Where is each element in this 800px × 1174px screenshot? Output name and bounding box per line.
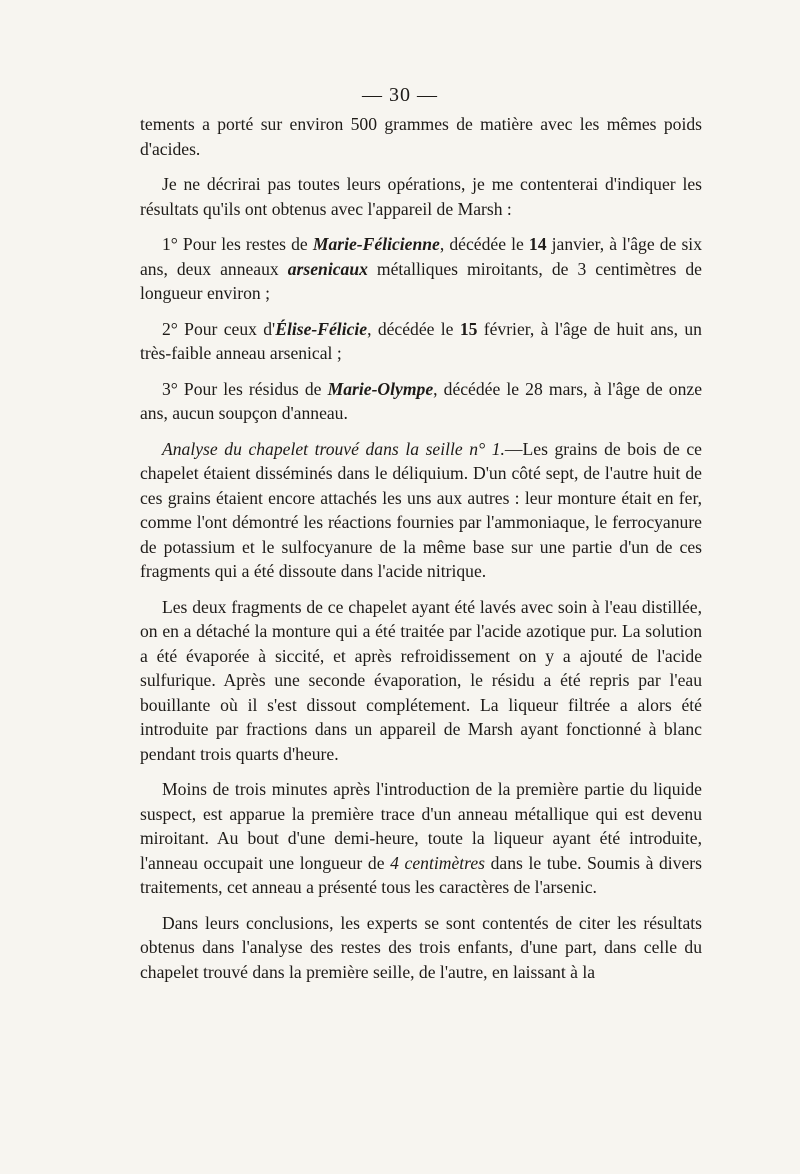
text-segment: dans le tube. Soumis à divers traitements, cet anneau a présenté tous les caractères de l'arsenic. bbox=[140, 852, 702, 897]
text-segment: Marie-Félicienne bbox=[312, 234, 440, 254]
text-segment: tements a porté sur environ 500 grammes de matière avec les mêmes poids d'acides. bbox=[140, 114, 702, 159]
text-segment: 2° Pour ceux d' bbox=[162, 318, 276, 339]
body-text bbox=[140, 112, 702, 995]
text-segment: , décédée le 28 mars, à l'âge de onze ans, aucun soupçon d'anneau. bbox=[140, 378, 702, 423]
text-segment: Les deux fragments de ce chapelet ayant été lavés avec soin à l'eau distillée, on en a détaché la monture qui a été traitée par l'acide azotique pur. La solution a été évaporée à siccité, et après refroidissement on y a ajouté de l'acide sulfurique. Après une seconde évaporation, le résidu a été repris par l'eau bouillante où il s'est dissout complétement. La liqueur filtrée a alors été introduite par fractions dans un appareil de Marsh ayant fonctionné à blanc pendant trois quarts d'heure. bbox=[140, 596, 702, 764]
text-segment: , décédée le bbox=[367, 318, 460, 339]
text-segment: 15 bbox=[459, 318, 478, 339]
text-segment: Moins de trois minutes après l'introduction de la première partie du liquide suspect, est apparue la première trace d'un anneau métallique qui est devenu miroitant. Au bout d'une demi-heure, toute la liqueur ayant été introduite, l'anneau occupait une longueur de bbox=[140, 779, 702, 873]
paragraph bbox=[140, 317, 702, 366]
page-number: — 30 — bbox=[362, 84, 438, 106]
text-segment: Marie-Olympe bbox=[327, 378, 434, 399]
paragraph bbox=[140, 437, 702, 584]
text-segment: 1° Pour les restes de bbox=[162, 234, 313, 254]
text-segment: janvier, à l'âge de six ans, deux anneaux bbox=[140, 234, 702, 279]
paragraph bbox=[140, 911, 702, 985]
paragraph bbox=[140, 112, 702, 161]
text-segment: arsenicaux bbox=[287, 258, 368, 279]
text-segment: février, à l'âge de huit ans, un très-faible anneau arsenical ; bbox=[140, 318, 702, 363]
paragraph bbox=[140, 172, 702, 221]
paragraph bbox=[140, 777, 702, 900]
paragraph bbox=[140, 595, 702, 767]
text-segment: 4 centimètres bbox=[390, 852, 486, 873]
paragraph bbox=[140, 377, 702, 426]
text-segment: , décédée le bbox=[439, 234, 529, 254]
text-segment: —Les grains de bois de ce chapelet étaient disséminés dans le déliquium. D'un côté sept, de l'autre huit de ces grains étaient encore attachés les uns aux autres : leur monture était en fer, comme l'ont démontré les réactions fournies par l'ammoniaque, le ferrocyanure de potassium et le sulfocyanure de la même base sur une partie d'un de ces fragments qui a été dissoute dans l'acide nitrique. bbox=[140, 438, 702, 581]
text-segment: 14 bbox=[528, 234, 547, 254]
paragraph bbox=[140, 232, 702, 306]
text-segment: Analyse du chapelet trouvé dans la seille n° 1. bbox=[162, 438, 505, 459]
text-segment: 3° Pour les résidus de bbox=[162, 378, 328, 399]
text-segment: Élise-Félicie bbox=[275, 318, 368, 339]
text-segment: Dans leurs conclusions, les experts se sont contentés de citer les résultats obtenus dans l'analyse des restes des trois enfants, d'une part, dans celle du chapelet trouvé dans la première seille, de l'autre, en laissant à la bbox=[140, 912, 702, 982]
text-segment: Je ne décrirai pas toutes leurs opérations, je me contenterai d'indiquer les résultats qu'ils ont obtenus avec l'appareil de Marsh : bbox=[140, 174, 702, 219]
text-segment: métalliques miroitants, de 3 centimètres de longueur environ ; bbox=[140, 258, 702, 303]
